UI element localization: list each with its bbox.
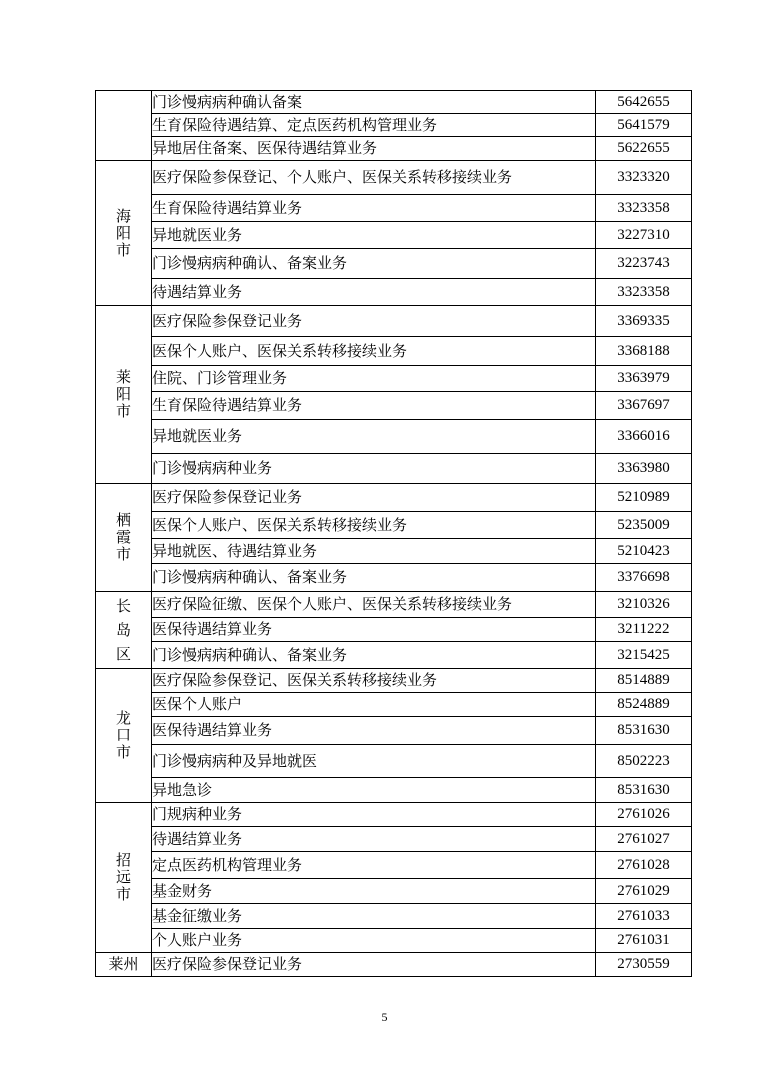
phone-cell: 5235009 bbox=[596, 512, 692, 539]
phone-cell: 5210423 bbox=[596, 539, 692, 564]
region-name: 莱州 bbox=[108, 955, 139, 973]
table-row bbox=[96, 392, 692, 420]
service-cell: 医保待遇结算业务 bbox=[152, 618, 596, 642]
table-row bbox=[96, 249, 692, 279]
phone-cell: 3367697 bbox=[596, 392, 692, 420]
table-row bbox=[96, 539, 692, 564]
table-row bbox=[96, 512, 692, 539]
table-row bbox=[96, 592, 692, 618]
phone-cell: 8502223 bbox=[596, 745, 692, 778]
region-name: 栖霞市 bbox=[116, 511, 132, 563]
phone-cell: 5642655 bbox=[596, 91, 692, 114]
phone-cell: 3323320 bbox=[596, 161, 692, 195]
region-cell bbox=[96, 306, 152, 484]
region-name: 龙口市 bbox=[116, 709, 132, 761]
service-cell: 医保个人账户 bbox=[152, 693, 596, 717]
table-row bbox=[96, 642, 692, 669]
phone-cell: 2761027 bbox=[596, 827, 692, 852]
service-cell: 医疗保险参保登记业务 bbox=[152, 306, 596, 337]
region-cell bbox=[96, 484, 152, 592]
service-cell: 异地就医业务 bbox=[152, 222, 596, 249]
phone-cell: 2761033 bbox=[596, 904, 692, 929]
phone-cell: 3363979 bbox=[596, 366, 692, 392]
phone-cell: 5210989 bbox=[596, 484, 692, 512]
region-cell bbox=[96, 592, 152, 669]
region-cell bbox=[96, 669, 152, 803]
service-cell: 个人账户业务 bbox=[152, 929, 596, 953]
table-row bbox=[96, 161, 692, 195]
table-row bbox=[96, 366, 692, 392]
service-cell: 住院、门诊管理业务 bbox=[152, 366, 596, 392]
table-row bbox=[96, 484, 692, 512]
service-cell: 门诊慢病病种及异地就医 bbox=[152, 745, 596, 778]
phone-cell: 3227310 bbox=[596, 222, 692, 249]
phone-cell: 3211222 bbox=[596, 618, 692, 642]
phone-cell: 5641579 bbox=[596, 114, 692, 137]
phone-cell: 3376698 bbox=[596, 564, 692, 592]
phone-cell: 3366016 bbox=[596, 420, 692, 454]
table-row bbox=[96, 778, 692, 803]
region-name: 莱阳市 bbox=[116, 368, 132, 420]
service-cell: 门诊慢病病种确认、备案业务 bbox=[152, 249, 596, 279]
table-row bbox=[96, 803, 692, 827]
service-cell: 门诊慢病病种确认、备案业务 bbox=[152, 564, 596, 592]
region-cell bbox=[96, 91, 152, 161]
service-cell: 门诊慢病病种确认、备案业务 bbox=[152, 642, 596, 669]
phone-cell: 2761029 bbox=[596, 879, 692, 904]
phone-cell: 3210326 bbox=[596, 592, 692, 618]
table-row bbox=[96, 306, 692, 337]
table-row bbox=[96, 618, 692, 642]
service-cell: 待遇结算业务 bbox=[152, 827, 596, 852]
phone-cell: 8524889 bbox=[596, 693, 692, 717]
service-cell: 生育保险待遇结算、定点医药机构管理业务 bbox=[152, 114, 596, 137]
table-row bbox=[96, 693, 692, 717]
table-row bbox=[96, 279, 692, 306]
phone-cell: 3323358 bbox=[596, 279, 692, 306]
region-cell bbox=[96, 803, 152, 953]
service-cell: 基金财务 bbox=[152, 879, 596, 904]
phone-cell: 8514889 bbox=[596, 669, 692, 693]
table-row bbox=[96, 195, 692, 222]
table-row bbox=[96, 669, 692, 693]
service-cell: 医疗保险参保登记、个人账户、医保关系转移接续业务 bbox=[152, 161, 596, 195]
service-cell: 异地急诊 bbox=[152, 778, 596, 803]
phone-cell: 2761026 bbox=[596, 803, 692, 827]
service-cell: 异地居住备案、医保待遇结算业务 bbox=[152, 137, 596, 161]
phone-cell: 3363980 bbox=[596, 454, 692, 484]
service-cell: 门规病种业务 bbox=[152, 803, 596, 827]
service-cell: 医保待遇结算业务 bbox=[152, 717, 596, 745]
service-cell: 门诊慢病病种确认备案 bbox=[152, 91, 596, 114]
service-cell: 待遇结算业务 bbox=[152, 279, 596, 306]
phone-cell: 2761031 bbox=[596, 929, 692, 953]
phone-cell: 8531630 bbox=[596, 778, 692, 803]
phone-cell: 8531630 bbox=[596, 717, 692, 745]
table-row bbox=[96, 337, 692, 366]
service-cell: 定点医药机构管理业务 bbox=[152, 852, 596, 879]
region-cell bbox=[96, 953, 152, 977]
table-row bbox=[96, 852, 692, 879]
table-row bbox=[96, 222, 692, 249]
service-cell: 门诊慢病病种业务 bbox=[152, 454, 596, 484]
service-cell: 异地就医、待遇结算业务 bbox=[152, 539, 596, 564]
service-cell: 生育保险待遇结算业务 bbox=[152, 195, 596, 222]
service-cell: 生育保险待遇结算业务 bbox=[152, 392, 596, 420]
region-name: 招远市 bbox=[116, 851, 132, 903]
table-row bbox=[96, 114, 692, 137]
phone-cell: 3369335 bbox=[596, 306, 692, 337]
service-cell: 医保个人账户、医保关系转移接续业务 bbox=[152, 337, 596, 366]
region-cell bbox=[96, 161, 152, 306]
region-name: 长岛区 bbox=[116, 597, 132, 663]
table-row bbox=[96, 564, 692, 592]
service-cell: 基金征缴业务 bbox=[152, 904, 596, 929]
service-cell: 医疗保险参保登记业务 bbox=[152, 953, 596, 977]
service-cell: 医疗保险参保登记、医保关系转移接续业务 bbox=[152, 669, 596, 693]
phone-cell: 3223743 bbox=[596, 249, 692, 279]
page-number: 5 bbox=[381, 1010, 388, 1024]
table-row bbox=[96, 454, 692, 484]
table-row bbox=[96, 745, 692, 778]
phone-cell: 2730559 bbox=[596, 953, 692, 977]
table-row bbox=[96, 827, 692, 852]
table-row bbox=[96, 929, 692, 953]
service-cell: 异地就医业务 bbox=[152, 420, 596, 454]
service-cell: 医疗保险参保登记业务 bbox=[152, 484, 596, 512]
service-cell: 医保个人账户、医保关系转移接续业务 bbox=[152, 512, 596, 539]
region-name: 海阳市 bbox=[116, 206, 132, 259]
service-phone-table bbox=[95, 90, 692, 977]
table-row bbox=[96, 91, 692, 114]
table-row bbox=[96, 904, 692, 929]
table-row bbox=[96, 953, 692, 977]
phone-cell: 3215425 bbox=[596, 642, 692, 669]
table-row bbox=[96, 879, 692, 904]
table-row bbox=[96, 137, 692, 161]
service-cell: 医疗保险征缴、医保个人账户、医保关系转移接续业务 bbox=[152, 592, 596, 618]
phone-cell: 3323358 bbox=[596, 195, 692, 222]
table-row bbox=[96, 717, 692, 745]
phone-cell: 3368188 bbox=[596, 337, 692, 366]
phone-cell: 5622655 bbox=[596, 137, 692, 161]
table-row bbox=[96, 420, 692, 454]
phone-cell: 2761028 bbox=[596, 852, 692, 879]
